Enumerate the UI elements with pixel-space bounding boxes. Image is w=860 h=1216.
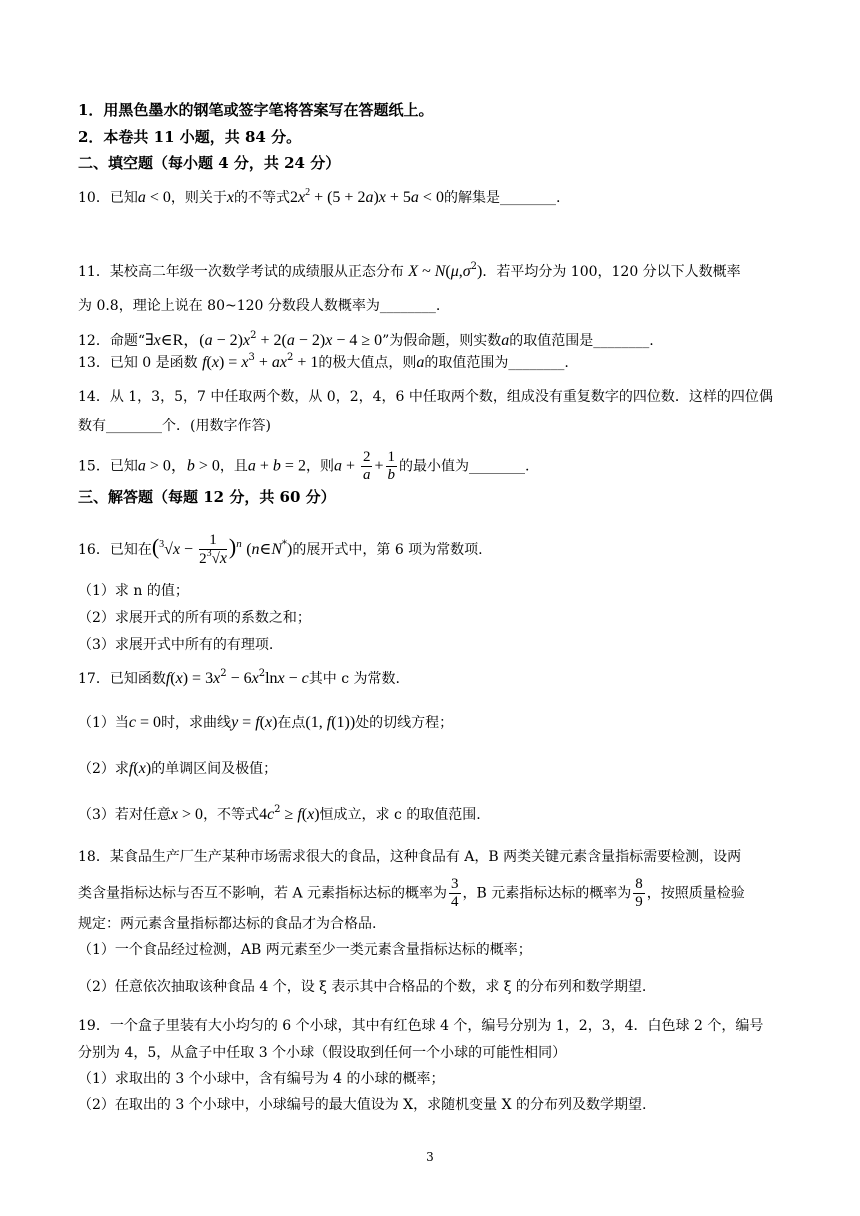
question-18-sub-1: （1）一个食品经过检测，AB 两元素至少一类元素含量指标达标的概率； (78, 942, 532, 958)
question-19-sub-1: （1）求取出的 3 个小球中，含有编号为 4 的小球的概率； (78, 1071, 445, 1087)
question-16: 16．已知在($^3$√x − $\frac{1}{2^3√x}$ )$^n$ (n∈N*)的展开式中，第 6 项为常数项. (78, 532, 483, 567)
question-15: 15．已知a > 0，b > 0，且a + b = 2，则a + $\frac{2}{a}$ + $\frac{1}{b}$ 的最小值为________. (78, 449, 530, 483)
question-19-line-1: 19．一个盒子里装有大小均匀的 6 个小球，其中有红色球 4 个，编号分别为 1，2，3，4．白色球 2 个，编号 (78, 1018, 764, 1034)
question-16-sub-1: （1）求 n 的值； (78, 583, 189, 599)
question-16-sub-3: （3）求展开式中所有的有理项. (78, 637, 274, 653)
question-18-line-3: 规定：两元素含量指标都达标的食品才为合格品. (78, 916, 377, 932)
question-17-sub-3: （3）若对任意x > 0，不等式$4c^2 \ge f(x)$恒成立，求 c 的取值范围. (78, 804, 481, 823)
page-number: 3 (426, 1150, 434, 1164)
question-18-line-2: 类含量指标达标与否互不影响，若 A 元素指标达标的概率为 $\frac{3}{4}$ ，B 元素指标达标的概率为 $\frac{8}{9}$ ，按照质量检验 (78, 876, 745, 910)
question-14-line-2: 数有________个．(用数字作答) (78, 418, 271, 434)
question-19-sub-2: （2）在取出的 3 个小球中，小球编号的最大值设为 X，求随机变量 X 的分布列及数学期望. (78, 1097, 647, 1113)
section-3-title: 三、解答题（每题 12 分，共 60 分） (78, 488, 336, 506)
question-19-line-2: 分别为 4，5，从盒子中任取 3 个小球（假设取到任何一个小球的可能性相同） (78, 1045, 567, 1061)
question-11-line-1: 11．某校高二年级一次数学考试的成绩服从正态分布 X ~ $N(\mu,\sigma^2)$．若平均分为 100，120 分以下人数概率 (78, 261, 741, 280)
instruction-1: 1．用黑色墨水的钢笔或签字笔将答案写在答题纸上。 (78, 101, 434, 119)
question-17-sub-1: （1）当c = 0时，求曲线y = f(x)在点(1, f(1))处的切线方程； (78, 714, 454, 731)
question-14-line-1: 14．从 1，3，5，7 中任取两个数，从 0，2，4，6 中任取两个数，组成没有重复数字的四位数．这样的四位偶 (78, 389, 773, 405)
question-10: 10．已知a < 0，则关于x的不等式$2x^2 + (5 + 2a)x + 5a < 0$的解集是________. (78, 187, 561, 206)
question-18-sub-2: （2）任意依次抽取该种食品 4 个，设 ξ 表示其中合格品的个数，求 ξ 的分布列和数学期望. (78, 979, 647, 995)
question-12: 12．命题“∃x∈R，$(a - 2)x^2 + 2(a - 2)x - 4 \ge 0$”为假命题，则实数a的取值范围是________. (78, 330, 654, 349)
question-18-line-1: 18．某食品生产厂生产某种市场需求很大的食品，这种食品有 A，B 两类关键元素含量指标需要检测，设两 (78, 849, 742, 865)
section-2-title: 二、填空题（每小题 4 分，共 24 分） (78, 154, 341, 172)
instruction-2: 2．本卷共 11 小题，共 84 分。 (78, 128, 302, 146)
question-17: 17．已知函数$f(x) = 3x^2 - 6x^2\ln x - c$其中 c 为常数. (78, 668, 400, 687)
question-16-sub-2: （2）求展开式的所有项的系数之和； (78, 610, 311, 626)
question-17-sub-2: （2）求f(x)的单调区间及极值； (78, 760, 278, 777)
question-11-line-2: 为 0.8，理论上说在 80~120 分数段人数概率为________. (78, 298, 441, 314)
question-13: 13．已知 0 是函数 $f(x) = x^3 + ax^2 + 1$的极大值点，则a的取值范围为________. (78, 352, 569, 371)
